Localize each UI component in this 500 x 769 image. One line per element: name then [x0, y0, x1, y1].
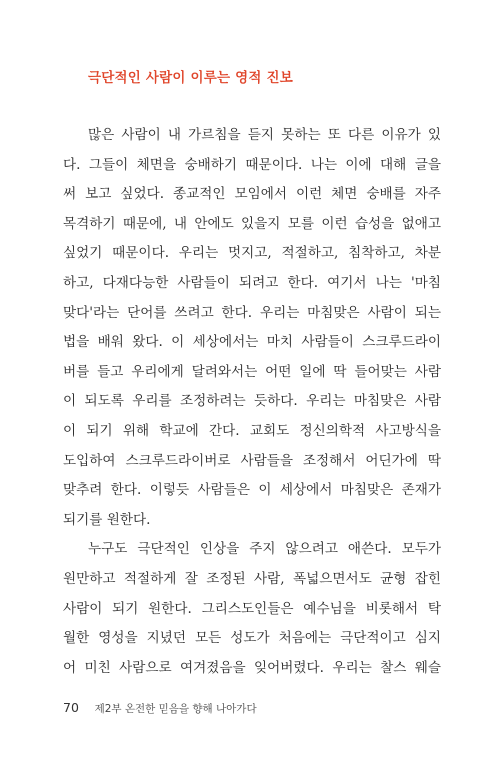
text-line: 이 되도록 우리를 조정하려는 듯하다. 우리는 마침맞은 사람 [63, 393, 441, 410]
text-line: 이 되기 위해 학교에 간다. 교회도 정신의학적 사고방식을 [63, 422, 441, 439]
text-line: 많은 사람이 내 가르침을 듣지 못하는 또 다른 이유가 있 [88, 127, 441, 143]
text-line: 써 보고 싶었다. 종교적인 모임에서 이런 체면 숭배를 자주 [63, 186, 441, 203]
text-line: 다. 그들이 체면을 숭배하기 때문이다. 나는 이에 대해 글을 [63, 156, 441, 173]
text-line: 하고, 다재다능한 사람들이 되려고 한다. 여기서 나는 '마침 [63, 274, 441, 291]
text-line: 도입하여 스크루드라이버로 사람들을 조정해서 어딘가에 딱 [63, 452, 441, 469]
page-footer [63, 700, 257, 716]
running-head: 제2부 온전한 믿음을 향해 나아가다 [94, 703, 257, 715]
text-line: 누구도 극단적인 인상을 주지 않으려고 애쓴다. 모두가 [88, 541, 441, 558]
text-line: 어 미친 사람으로 여겨졌음을 잊어버렸다. 우리는 찰스 웨슬 [63, 659, 441, 676]
text-line: 버를 들고 우리에게 달려와서는 어떤 일에 딱 들어맞는 사람 [63, 363, 441, 380]
text-line: 법을 배워 왔다. 이 세상에서는 마치 사람들이 스크루드라이 [63, 334, 441, 351]
text-line: 원만하고 적절하게 잘 조정된 사람, 폭넓으면서도 균형 잡힌 [63, 570, 441, 587]
text-line: 맞다'라는 단어를 쓰려고 한다. 우리는 마침맞은 사람이 되는 [63, 304, 441, 321]
text-line: 맞추려 한다. 이렇듯 사람들은 이 세상에서 마침맞은 존재가 [63, 482, 441, 499]
text-line: 되기를 원한다. [63, 511, 151, 528]
text-line: 목격하기 때문에, 내 안에도 있을지 모를 이런 습성을 없애고 [63, 215, 441, 232]
text-line: 싶었기 때문이다. 우리는 멋지고, 적절하고, 침착하고, 차분 [63, 245, 441, 262]
body-text [63, 121, 441, 683]
text-line: 월한 영성을 지녔던 모든 성도가 처음에는 극단적이고 심지 [63, 630, 441, 647]
text-line: 사람이 되기 원한다. 그리스도인들은 예수님을 비롯해서 탁 [63, 600, 441, 617]
section-title: 극단적인 사람이 이루는 영적 진보 [88, 70, 293, 86]
page-number: 70 [63, 700, 79, 715]
